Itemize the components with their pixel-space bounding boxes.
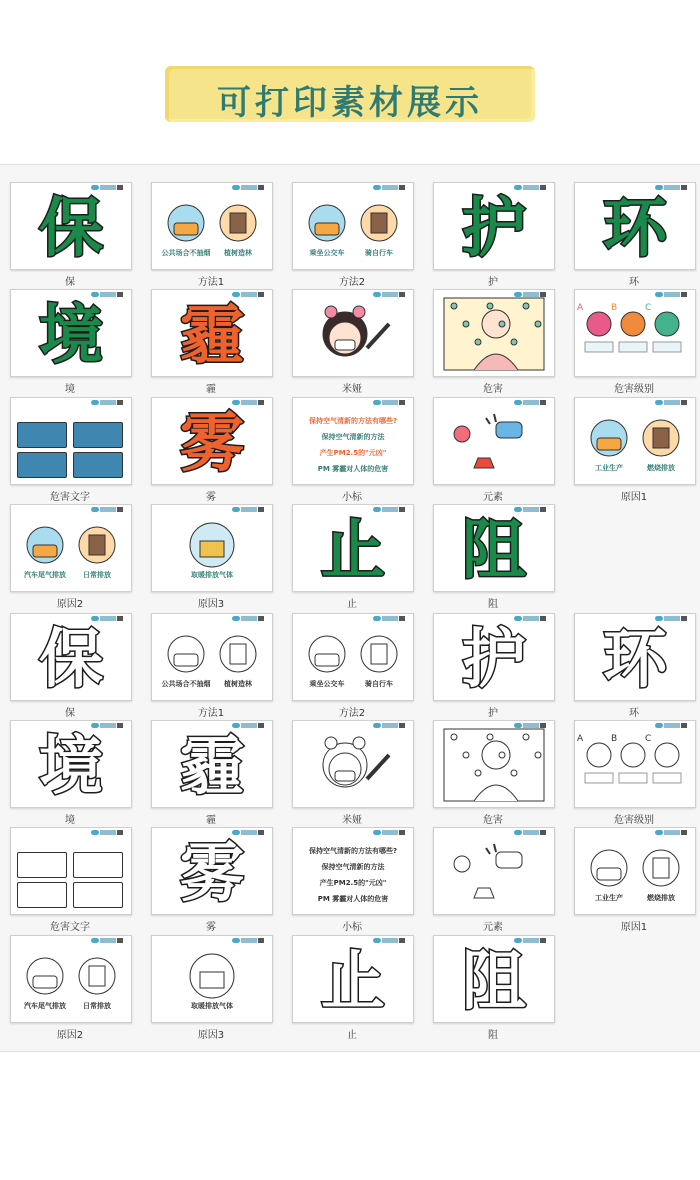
big-character: 止 <box>321 945 385 1019</box>
girl-outline-icon <box>293 721 413 807</box>
brand-logo-icon <box>90 400 128 407</box>
big-character: 境 <box>39 299 103 373</box>
chimney-outline-icon <box>152 936 272 1022</box>
page-title: 可打印素材展示 <box>217 83 483 123</box>
thumbnail-caption: 霾 <box>206 384 216 395</box>
no-smoking-bus-outline-icon <box>152 614 272 700</box>
svg-text:C: C <box>645 734 652 744</box>
brand-logo-icon <box>372 830 410 837</box>
material-thumbnail[interactable] <box>151 289 273 377</box>
svg-text:植树造林: 植树造林 <box>224 680 252 688</box>
thumbnail-caption: 方法1 <box>197 277 225 288</box>
thumbnail-caption: 雾 <box>206 922 216 933</box>
svg-text:取暖排放气体: 取暖排放气体 <box>191 1002 233 1010</box>
material-thumbnail[interactable] <box>151 720 273 808</box>
material-thumbnail[interactable] <box>292 397 414 485</box>
big-character: 雾 <box>180 837 244 911</box>
material-thumbnail[interactable] <box>292 827 414 915</box>
material-gallery <box>0 164 700 1052</box>
material-thumbnail[interactable] <box>433 720 555 808</box>
thumbnail-caption: 米娅 <box>342 815 362 826</box>
svg-text:B: B <box>611 734 618 744</box>
material-thumbnail[interactable] <box>151 827 273 915</box>
big-character: 环 <box>603 192 667 266</box>
svg-text:B: B <box>611 303 618 313</box>
material-thumbnail[interactable] <box>574 289 696 377</box>
thumbnail-caption: 原因3 <box>197 599 225 610</box>
chimney-icon <box>152 505 272 591</box>
subtitle-text: 产生PM2.5的"元凶" <box>319 449 387 457</box>
factory-outline-icon <box>11 936 131 1022</box>
material-thumbnail[interactable] <box>151 613 273 701</box>
material-thumbnail[interactable] <box>151 182 273 270</box>
thumbnail-caption: 环 <box>629 277 639 288</box>
material-thumbnail[interactable] <box>10 935 132 1023</box>
material-thumbnail[interactable] <box>292 504 414 592</box>
svg-text:汽车尾气排放: 汽车尾气排放 <box>24 571 66 579</box>
thumbnail-caption: 元素 <box>483 922 503 933</box>
material-thumbnail[interactable] <box>10 720 132 808</box>
svg-text:公共场合不抽烟: 公共场合不抽烟 <box>161 680 211 688</box>
big-character: 霾 <box>180 730 244 804</box>
subtitle-text: 保持空气清新的方法 <box>321 863 385 871</box>
subtitle-text: 产生PM2.5的"元凶" <box>319 879 387 887</box>
thumbnail-caption: 阻 <box>488 599 498 610</box>
material-thumbnail[interactable] <box>10 182 132 270</box>
thumbnail-caption: 危害文字 <box>50 922 90 933</box>
thumbnail-caption: 方法1 <box>197 708 225 719</box>
girl-with-mask-icon <box>293 290 413 376</box>
sick-girl-icon <box>434 290 554 376</box>
big-character: 保 <box>39 623 103 697</box>
no-smoking-bus-icon <box>152 183 272 269</box>
material-thumbnail[interactable] <box>574 397 696 485</box>
thumbnail-caption: 米娅 <box>342 384 362 395</box>
title-banner <box>165 66 535 122</box>
material-thumbnail[interactable] <box>433 504 555 592</box>
thumbnail-grid <box>0 165 700 1051</box>
subtitle-text: PM 雾霾对人体的危害 <box>317 895 389 903</box>
car-exhaust-icon <box>11 505 131 591</box>
svg-text:A: A <box>577 303 584 313</box>
subtitle-text: 保持空气清新的方法有哪些? <box>308 417 398 425</box>
material-thumbnail[interactable] <box>574 182 696 270</box>
thumbnail-caption: 危害级别 <box>614 384 654 395</box>
bus-bicycle-outline-icon <box>293 614 413 700</box>
material-thumbnail[interactable] <box>292 182 414 270</box>
svg-text:燃烧排放: 燃烧排放 <box>647 464 675 472</box>
big-character: 雾 <box>180 407 244 481</box>
svg-text:取暖排放气体: 取暖排放气体 <box>191 571 233 579</box>
thumbnail-caption: 霾 <box>206 815 216 826</box>
thumbnail-caption: 危害 <box>483 384 503 395</box>
sick-girl-outline-icon <box>434 721 554 807</box>
factory-smoke-icon <box>575 398 695 484</box>
material-thumbnail[interactable] <box>433 935 555 1023</box>
thumbnail-caption: 止 <box>347 599 357 610</box>
material-thumbnail[interactable] <box>574 613 696 701</box>
material-thumbnail[interactable] <box>10 504 132 592</box>
svg-text:乘坐公交车: 乘坐公交车 <box>309 680 345 688</box>
subtitle-text: 保持空气清新的方法有哪些? <box>308 847 398 855</box>
svg-text:工业生产: 工业生产 <box>595 464 623 472</box>
big-character: 护 <box>462 623 526 697</box>
material-thumbnail[interactable] <box>433 827 555 915</box>
material-thumbnail[interactable] <box>433 397 555 485</box>
thumbnail-caption: 环 <box>629 708 639 719</box>
big-character: 阻 <box>462 514 526 588</box>
text-box-panels <box>17 416 125 476</box>
brand-logo-icon <box>372 400 410 407</box>
big-character: 环 <box>603 623 667 697</box>
material-thumbnail[interactable] <box>292 935 414 1023</box>
thumbnail-caption: 原因2 <box>56 1030 84 1041</box>
material-thumbnail[interactable] <box>433 613 555 701</box>
svg-text:工业生产: 工业生产 <box>595 894 623 902</box>
svg-text:骑自行车: 骑自行车 <box>365 680 393 688</box>
thumbnail-caption: 雾 <box>206 492 216 503</box>
svg-text:日常排放: 日常排放 <box>83 571 111 579</box>
material-thumbnail[interactable] <box>10 397 132 485</box>
material-thumbnail[interactable] <box>10 289 132 377</box>
svg-text:植树造林: 植树造林 <box>224 249 252 257</box>
big-character: 境 <box>39 730 103 804</box>
thumbnail-caption: 方法2 <box>338 708 366 719</box>
svg-text:C: C <box>645 303 652 313</box>
thumbnail-caption: 护 <box>488 277 498 288</box>
big-character: 护 <box>462 192 526 266</box>
big-character: 霾 <box>180 299 244 373</box>
thumbnail-caption: 危害文字 <box>50 492 90 503</box>
material-thumbnail[interactable] <box>433 182 555 270</box>
thumbnail-caption: 阻 <box>488 1030 498 1041</box>
thumbnail-caption: 小标 <box>342 922 362 933</box>
thumbnail-caption: 保 <box>65 708 75 719</box>
brand-logo-icon <box>90 830 128 837</box>
thumbnail-caption: 境 <box>65 815 75 826</box>
text-box-panels <box>17 846 125 906</box>
material-thumbnail[interactable] <box>151 397 273 485</box>
material-thumbnail[interactable] <box>574 827 696 915</box>
svg-text:燃烧排放: 燃烧排放 <box>647 894 675 902</box>
big-character: 保 <box>39 192 103 266</box>
thumbnail-caption: 原因1 <box>620 922 648 933</box>
svg-text:骑自行车: 骑自行车 <box>365 249 393 257</box>
thumbnail-caption: 危害 <box>483 815 503 826</box>
material-thumbnail[interactable] <box>151 935 273 1023</box>
thumbnail-caption: 小标 <box>342 492 362 503</box>
svg-text:日常排放: 日常排放 <box>83 1002 111 1010</box>
svg-text:乘坐公交车: 乘坐公交车 <box>309 249 345 257</box>
svg-text:A: A <box>577 734 584 744</box>
thumbnail-caption: 原因1 <box>620 492 648 503</box>
big-character: 止 <box>321 514 385 588</box>
svg-text:汽车尾气排放: 汽车尾气排放 <box>24 1002 66 1010</box>
thumbnail-caption: 方法2 <box>338 277 366 288</box>
material-thumbnail[interactable] <box>433 289 555 377</box>
thumbnail-caption: 原因2 <box>56 599 84 610</box>
material-thumbnail[interactable] <box>292 720 414 808</box>
subtitle-text: PM 雾霾对人体的危害 <box>317 465 389 473</box>
thumbnail-caption: 原因3 <box>197 1030 225 1041</box>
thumbnail-caption: 元素 <box>483 492 503 503</box>
elements-icon <box>434 398 554 484</box>
elements-outline-icon <box>434 828 554 914</box>
svg-text:公共场合不抽烟: 公共场合不抽烟 <box>161 249 211 257</box>
material-thumbnail[interactable] <box>151 504 273 592</box>
thumbnail-caption: 保 <box>65 277 75 288</box>
thumbnail-caption: 护 <box>488 708 498 719</box>
car-factory-outline-icon <box>575 828 695 914</box>
pm-level-outline-icon <box>575 721 695 807</box>
bus-bicycle-icon <box>293 183 413 269</box>
material-thumbnail[interactable] <box>292 613 414 701</box>
thumbnail-caption: 境 <box>65 384 75 395</box>
thumbnail-caption: 止 <box>347 1030 357 1041</box>
material-thumbnail[interactable] <box>292 289 414 377</box>
material-thumbnail[interactable] <box>10 613 132 701</box>
thumbnail-caption: 危害级别 <box>614 815 654 826</box>
material-thumbnail[interactable] <box>574 720 696 808</box>
big-character: 阻 <box>462 945 526 1019</box>
subtitle-text: 保持空气清新的方法 <box>321 433 385 441</box>
pm-level-icon <box>575 290 695 376</box>
material-thumbnail[interactable] <box>10 827 132 915</box>
